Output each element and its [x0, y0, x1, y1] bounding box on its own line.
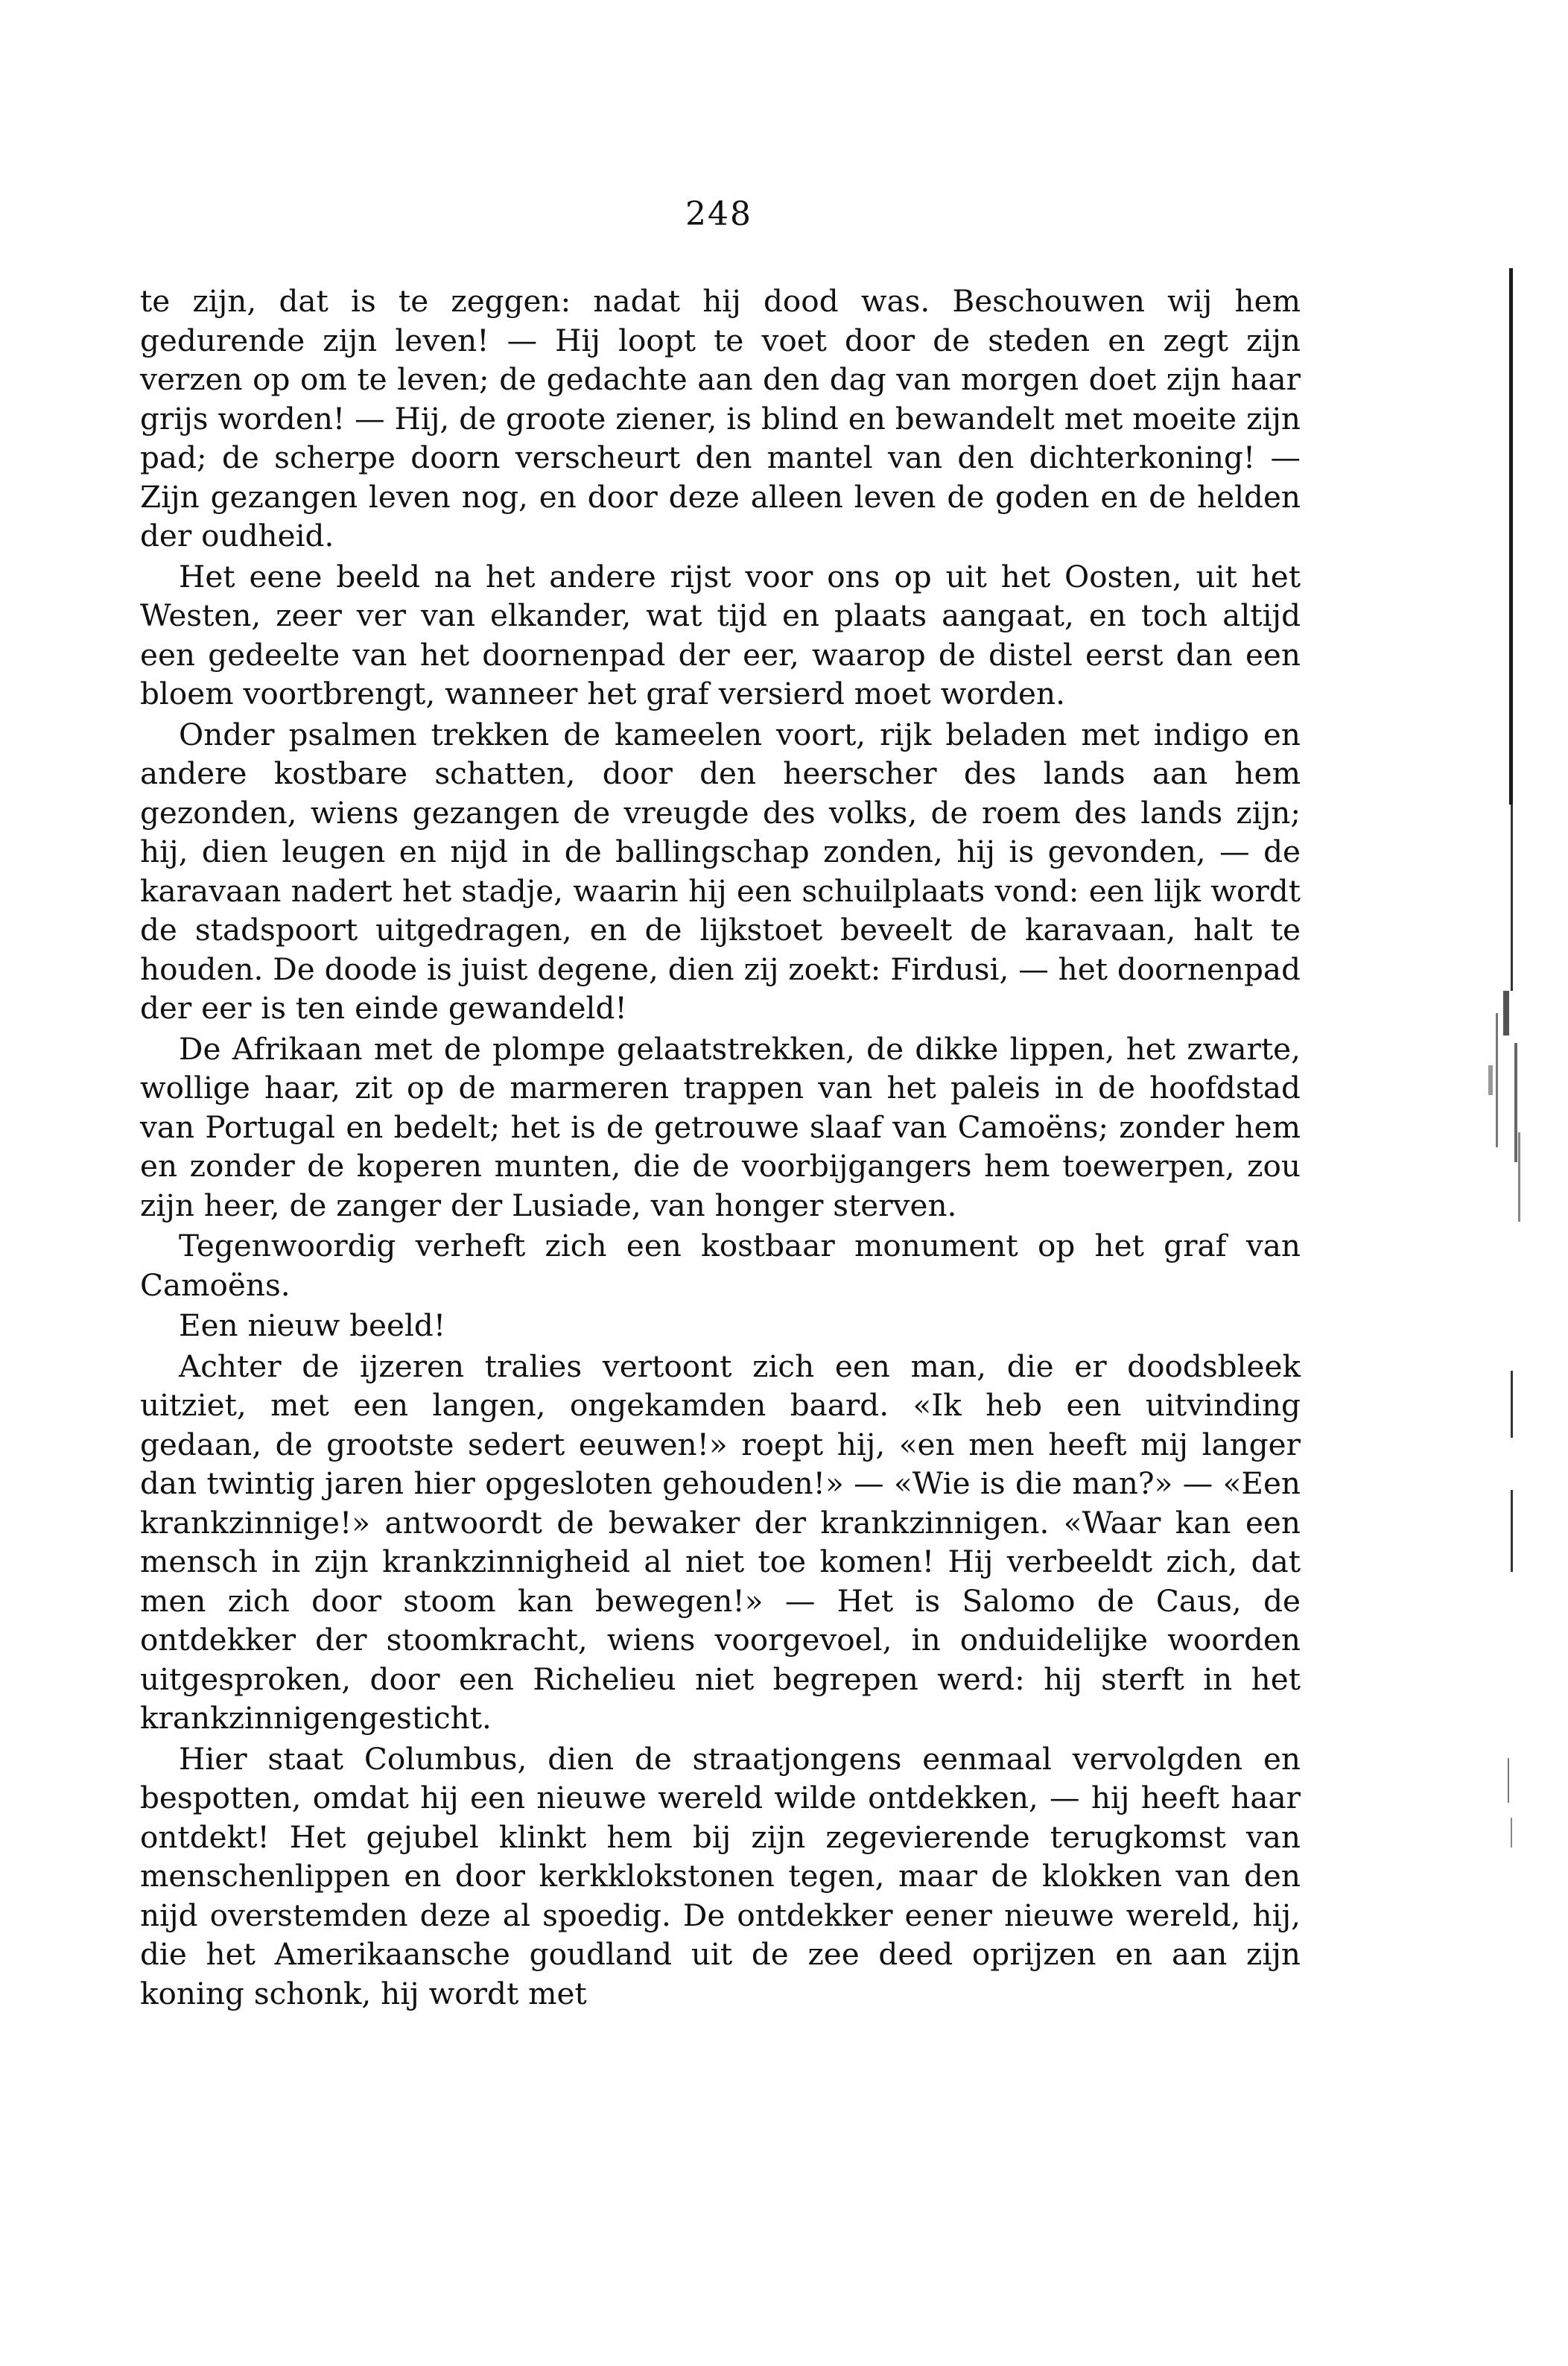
paragraph: Tegenwoordig verheft zich een kostbaar monument op het graf van Camoëns. — [140, 1228, 1301, 1303]
paragraph: Hier staat Columbus, dien de straatjongens eenmaal vervolgden en bespotten, omdat hij een nieuwe wereld wilde ontdekken, — hij heeft haar ontdekt! Het gejubel klinkt hem bij zijn zegevierende terugkomst van menschenlippen en door kerkklokstonen tegen, maar de klokken van den nijd overstemden deze al spoedig. De ontdekker eener nieuwe wereld, hij, die het Amerikaansche goudland uit de zee deed oprijzen en aan zijn koning schonk, hij wordt met — [140, 1740, 1301, 2011]
paragraph: te zijn, dat is te zeggen: nadat hij dood was. Beschouwen wij hem gedurende zijn leven! — Hij loopt te voet door de steden en zegt zijn verzen op om te leven; de gedachte aan den dag van morgen doet zijn haar grijs worden! — Hij, de groote ziener, is blind en bewandelt met moeite zijn pad; de scherpe doorn verscheurt den mantel van den dichterkoning! — Zijn gezangen leven nog, en door deze alleen leven de goden en de helden der oudheid. — [140, 283, 1301, 554]
paragraph: Onder psalmen trekken de kameelen voort, rijk beladen met indigo en andere kostbare schatten, door den heerscher des lands aan hem gezonden, wiens gezangen de vreugde des volks, de roem des lands zijn; hij, dien leugen en nijd in de ballingschap zonden, hij is gevonden, — de karavaan nadert het stadje, waarin hij een schuilplaats vond: een lijk wordt de stadspoort uitgedragen, en de lijkstoet beveelt de karavaan, halt te houden. De doode is juist degene, dien zij zoekt: Firdusi, — het doornenpad der eer is ten einde gewandeld! — [140, 716, 1301, 1026]
paragraph: De Afrikaan met de plompe gelaatstrekken, de dikke lippen, het zwarte, wollige haar, zit op de marmeren trappen van het paleis in de hoofdstad van Portugal en bedelt; het is de getrouwe slaaf van Camoëns; zonder hem en zonder de koperen munten, die de voorbijgangers hem toewerpen, zou zijn heer, de zanger der Lusiade, van honger sterven. — [140, 1030, 1301, 1223]
paragraph: Achter de ijzeren tralies vertoont zich een man, die er doodsbleek uitziet, met een langen, ongekamden baard. «Ik heb een uitvinding gedaan, de grootste sedert eeuwen!» roept hij, «en men heeft mij langer dan twintig jaren hier opgesloten gehouden!» — «Wie is die man?» — «Een krankzinnige!» antwoordt de bewaker der krankzinnigen. «Waar kan een mensch in zijn krankzinnigheid al niet toe komen! Hij verbeeldt zich, dat men zich door stoom kan bewegen!» — Het is Salomo de Caus, de ontdekker der stoomkracht, wiens voorgevoel, in onduidelijke woorden uitgesproken, door een Richelieu niet begrepen werd: hij sterft in het krankzinnigengesticht. — [140, 1348, 1301, 1736]
body-text — [140, 282, 1301, 2013]
paragraph: Een nieuw beeld! — [179, 1307, 446, 1343]
scan-edge-artifact — [1473, 209, 1540, 1996]
paragraph: Het eene beeld na het andere rijst voor ons op uit het Oosten, uit het Westen, zeer ver van elkander, wat tijd en plaats aangaat, en toch altijd een gedeelte van het doornenpad der eer, waarop de distel eerst dan een bloem voortbrengt, wanneer het graf versierd moet worden. — [140, 558, 1301, 711]
page-number: 248 — [685, 195, 752, 233]
